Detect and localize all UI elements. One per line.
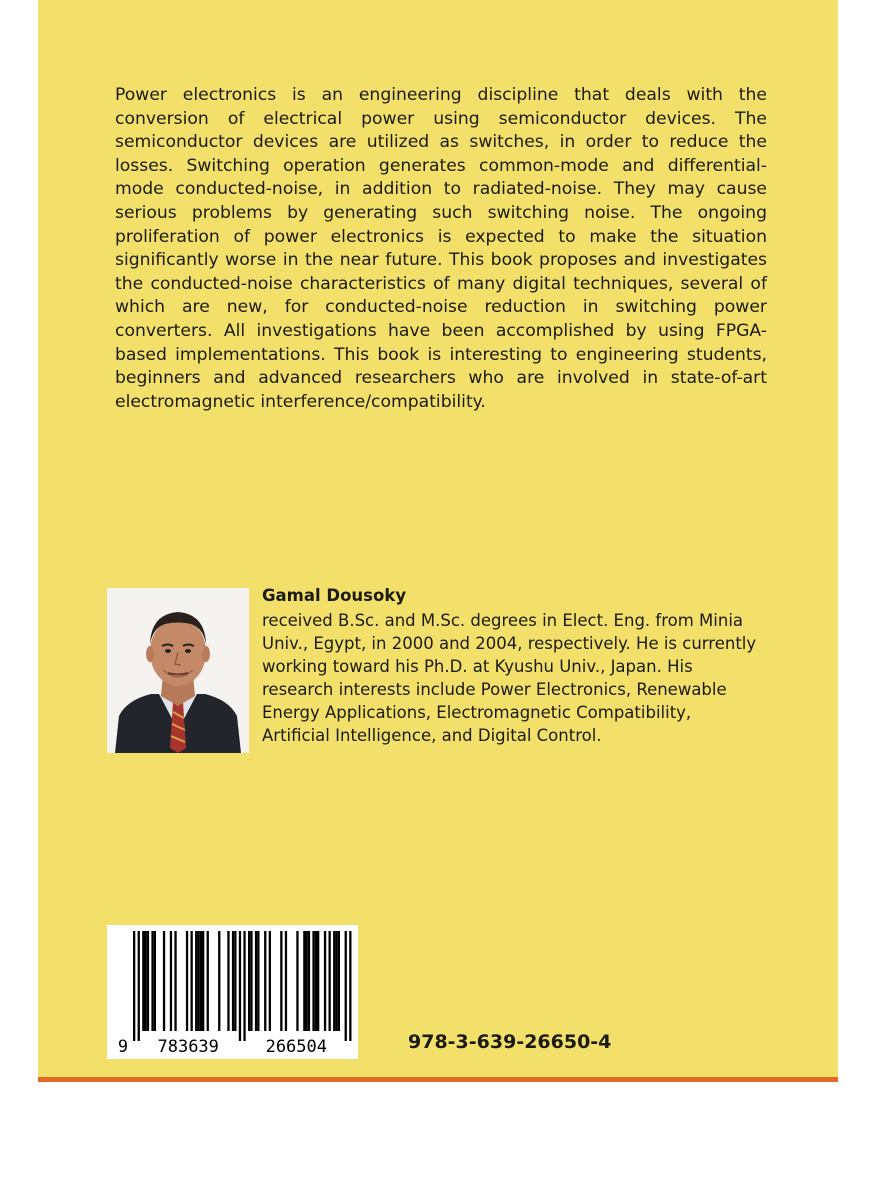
author-bio-line: received B.Sc. and M.Sc. degrees in Elect. Eng. from Minia [262,611,744,630]
barcode-digits: 783639 [157,1037,219,1057]
barcode-bar [285,931,287,1031]
barcode-bar [312,931,314,1031]
barcode-bar [145,931,147,1031]
author-bio-line: Univ., Egypt, in 2000 and 2004, respectively. He is currently [262,634,757,653]
author-bio-line: Energy Applications, Electromagnetic Compatibility, [262,703,692,722]
barcode-bar [257,931,259,1031]
barcode-bar [218,931,220,1031]
barcode-bar [296,931,298,1031]
barcode-bar [133,931,135,1041]
barcode-bar [308,931,310,1031]
barcode-bar [333,931,335,1031]
barcode-bar [269,931,271,1031]
barcode-bar [338,931,340,1031]
isbn-number: 978-3-639-26650-4 [408,1031,612,1053]
barcode-bar [170,931,172,1031]
barcode-bar [280,931,282,1031]
barcode-bar [186,931,188,1031]
author-bio [262,609,782,747]
barcode-bar [317,931,319,1031]
barcode-bar [250,931,252,1031]
barcode-bar [243,931,245,1041]
author-name: Gamal Dousoky [262,586,407,605]
bottom-stripe [38,1077,838,1082]
author-photo [107,588,249,753]
barcode-bar [195,931,197,1031]
barcode-bar [306,931,308,1031]
barcode-bar [191,931,193,1031]
author-bio-line: Artificial Intelligence, and Digital Control. [262,726,602,745]
barcode-bar [163,931,165,1031]
barcode-digits: 9 [117,1037,129,1057]
barcode-bar [227,931,229,1031]
barcode-bar [142,931,144,1031]
barcode-bar [197,931,199,1031]
barcode-bar [264,931,266,1031]
barcode-digits: 266504 [265,1037,328,1057]
barcode-bar [239,931,241,1041]
author-bio-line: working toward his Ph.D. at Kyushu Univ., Japan. His [262,657,693,676]
barcode-bar [200,931,202,1031]
barcode-bar [324,931,326,1031]
barcode-bar [202,931,204,1031]
barcode-bar [207,931,209,1031]
author-bio-line: research interests include Power Electronics, Renewable [262,680,727,699]
barcode-bar [147,931,149,1031]
book-description: Power electronics is an engineering discipline that deals with the conversion of electrical power using semiconductor devices. The semiconductor devices are utilized as switches, in order to reduce the losses. Switching operation generates common-mode and differential-mode conducted-noise, in addition to radiated-noise. They may cause serious problems by generating such switching noise. The ongoing proliferation of power electronics is expected to make the situation significantly worse in the near future. This book proposes and investigates the conducted-noise characteristics of many digital techniques, several of which are new, for conducted-noise reduction in switching power converters. All investigations have been accomplished by using FPGA-based implementations. This book is interesting to engineering students, beginners and advanced researchers who are involved in state-of-art electromagnetic interference/compatibility. [115,85,767,412]
barcode-bar [151,931,153,1031]
barcode-bar [335,931,337,1031]
barcode-bar [303,931,305,1031]
barcode-bar [248,931,250,1031]
barcode-bar [315,931,317,1031]
isbn-barcode [107,925,358,1059]
barcode-bar [345,931,347,1041]
barcode-bar [174,931,176,1031]
barcode-bar [349,931,351,1041]
barcode-bar [138,931,140,1041]
barcode-bar [154,931,156,1031]
barcode-bar [329,931,331,1031]
barcode-bar [232,931,234,1031]
barcode-bar [234,931,236,1031]
barcode-bar [255,931,257,1031]
